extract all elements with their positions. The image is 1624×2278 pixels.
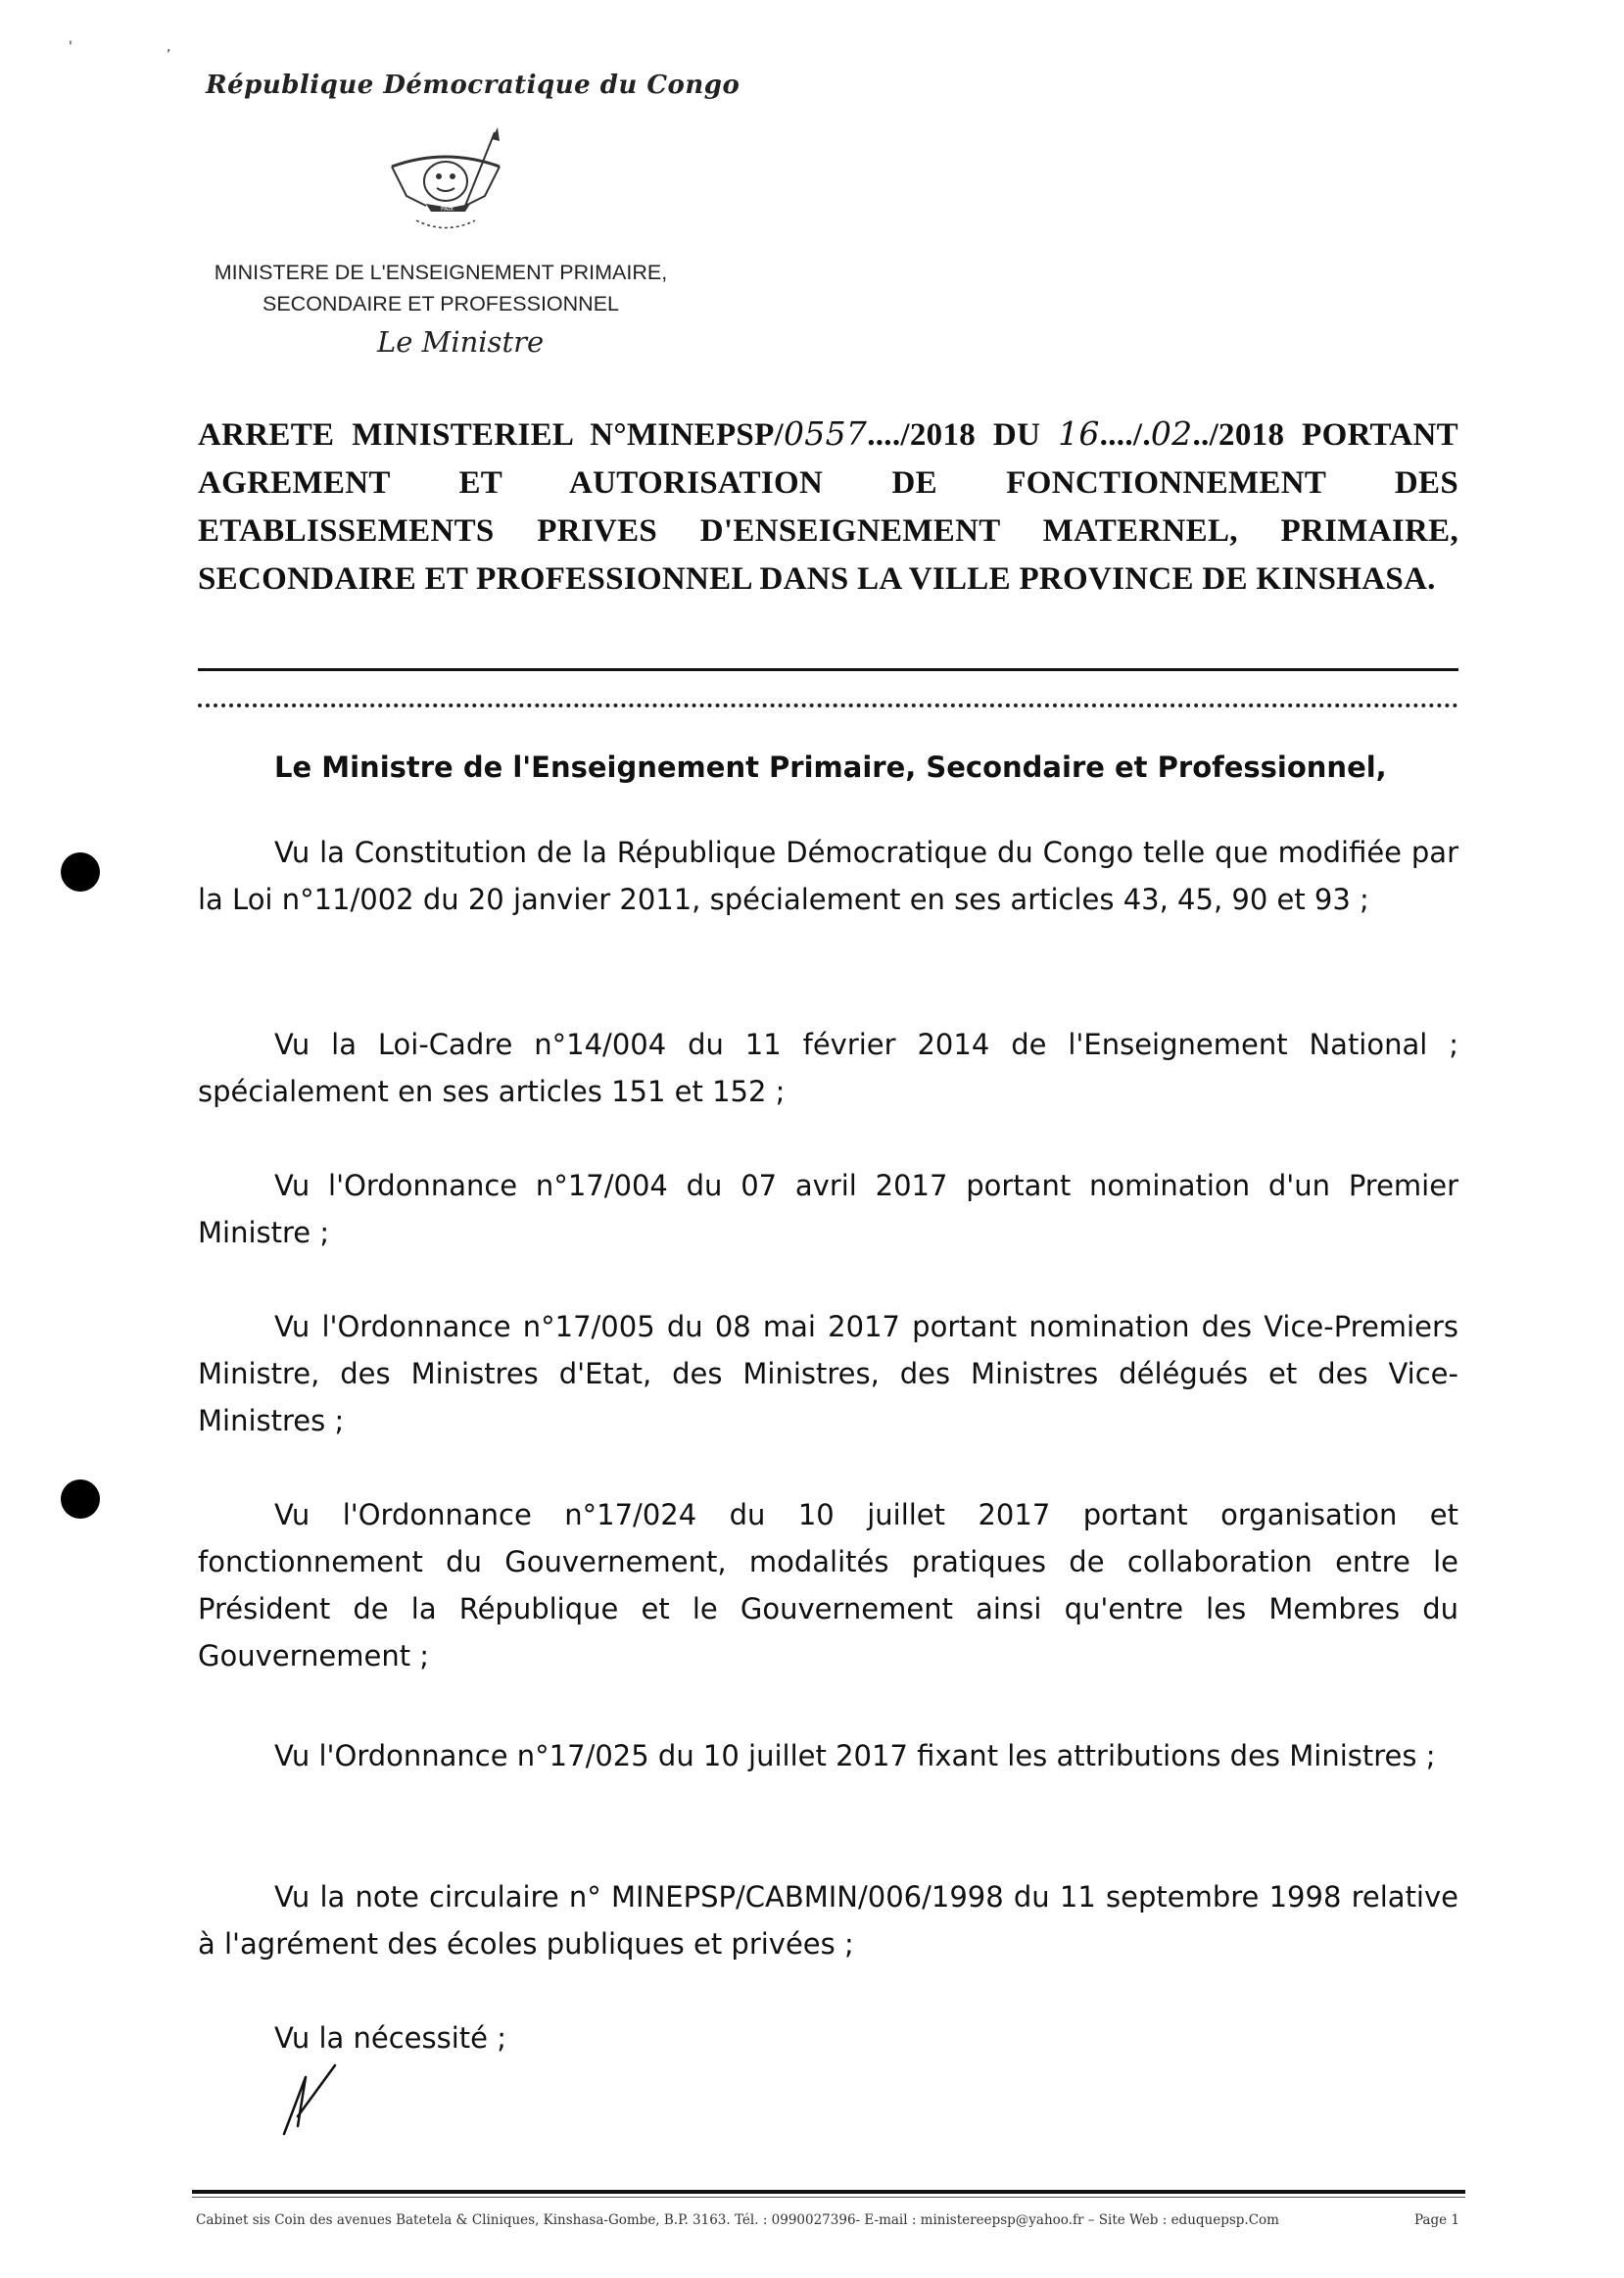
signature-initials-icon [276, 2058, 345, 2136]
consideration-paragraph: Vu la Loi-Cadre n°14/004 du 11 février 2014 de l'Enseignement National ; spécialement en ses articles 151 et 152 ; [198, 1028, 1458, 1108]
footer-rule [192, 2190, 1465, 2194]
decree-prefix: ARRETE MINISTERIEL N°MINEPSP/ [198, 417, 784, 453]
punch-hole [61, 852, 100, 892]
footer-rule-thin [192, 2197, 1465, 2198]
consideration-paragraph: Vu la Constitution de la République Démocratique du Congo telle que modifiée par la Loi n°11/002 du 20 janvier 2011, spécialement en ses articles 43, 45, 90 et 93 ; [198, 836, 1458, 916]
page-number: Page 1 [1413, 2212, 1459, 2228]
consideration-paragraph: Vu l'Ordonnance n°17/025 du 10 juillet 2017 fixant les attributions des Ministres ; [274, 1739, 1436, 1772]
decree-number-handwritten: 0557 [784, 414, 868, 453]
footer [196, 2212, 1459, 2228]
divider-solid [198, 668, 1458, 671]
decree-year-sep: ..../2018 DU [867, 417, 1059, 453]
decree-heading [198, 410, 1458, 604]
consideration-paragraph: Vu l'Ordonnance n°17/024 du 10 juillet 2017 portant organisation et fonctionnement du Gouvernement, modalités pratiques de collaboration entre le Président de la République et le Gouvernement ainsi qu'entre les Membres du Gouvernement ; [198, 1498, 1458, 1672]
le-ministre: Le Ministre [377, 325, 545, 359]
scan-mark: , [167, 39, 171, 55]
decree-suffix: ../2018 [1192, 417, 1285, 453]
decree-month-sep: ..../. [1099, 417, 1151, 453]
punch-hole [61, 1479, 100, 1519]
consideration-paragraph: Vu la nécessité ; [274, 2021, 506, 2055]
ministry-line-1: MINISTERE DE L'ENSEIGNEMENT PRIMAIRE, [214, 261, 668, 284]
consideration-paragraph: Vu l'Ordonnance n°17/004 du 07 avril 2017 portant nomination d'un Premier Ministre ; [198, 1169, 1458, 1249]
minister-title: Le Ministre de l'Enseignement Primaire, Secondaire et Professionnel, [274, 751, 1387, 784]
scan-mark: ' [69, 39, 72, 55]
ministry-name [167, 257, 715, 319]
divider-dotted [198, 703, 1458, 707]
coat-of-arms-icon [372, 127, 519, 245]
decree-month-handwritten: 02 [1150, 414, 1193, 453]
ministry-line-2: SECONDAIRE ET PROFESSIONNEL [263, 292, 619, 315]
decree-subject: PORTANT AGREMENT ET AUTORISATION DE FONCTIONNEMENT DES ETABLISSEMENTS PRIVES D'ENSEIGNEMENT MATERNEL, PRIMAIRE, SECONDAIRE ET PROFESSIONNEL DANS LA VILLE PROVINCE DE KINSHASA. [198, 417, 1458, 597]
footer-address: Cabinet sis Coin des avenues Batetela & Cliniques, Kinshasa-Gombe, B.P. 3163. Tél. : 0990027396- E-mail : ministereepsp@yahoo.fr – Site Web : eduquepsp.Com [196, 2212, 1279, 2228]
emblem-banner: PAIX [441, 206, 454, 213]
republic-name: République Démocratique du Congo [206, 71, 740, 100]
consideration-paragraph: Vu l'Ordonnance n°17/005 du 08 mai 2017 portant nomination des Vice-Premiers Ministre, des Ministres d'Etat, des Ministres, des Ministres délégués et des Vice-Ministres ; [198, 1310, 1458, 1437]
consideration-paragraph: Vu la note circulaire n° MINEPSP/CABMIN/006/1998 du 11 septembre 1998 relative à l'agrément des écoles publiques et privées ; [198, 1880, 1458, 1961]
decree-day-handwritten: 16 [1058, 414, 1100, 453]
